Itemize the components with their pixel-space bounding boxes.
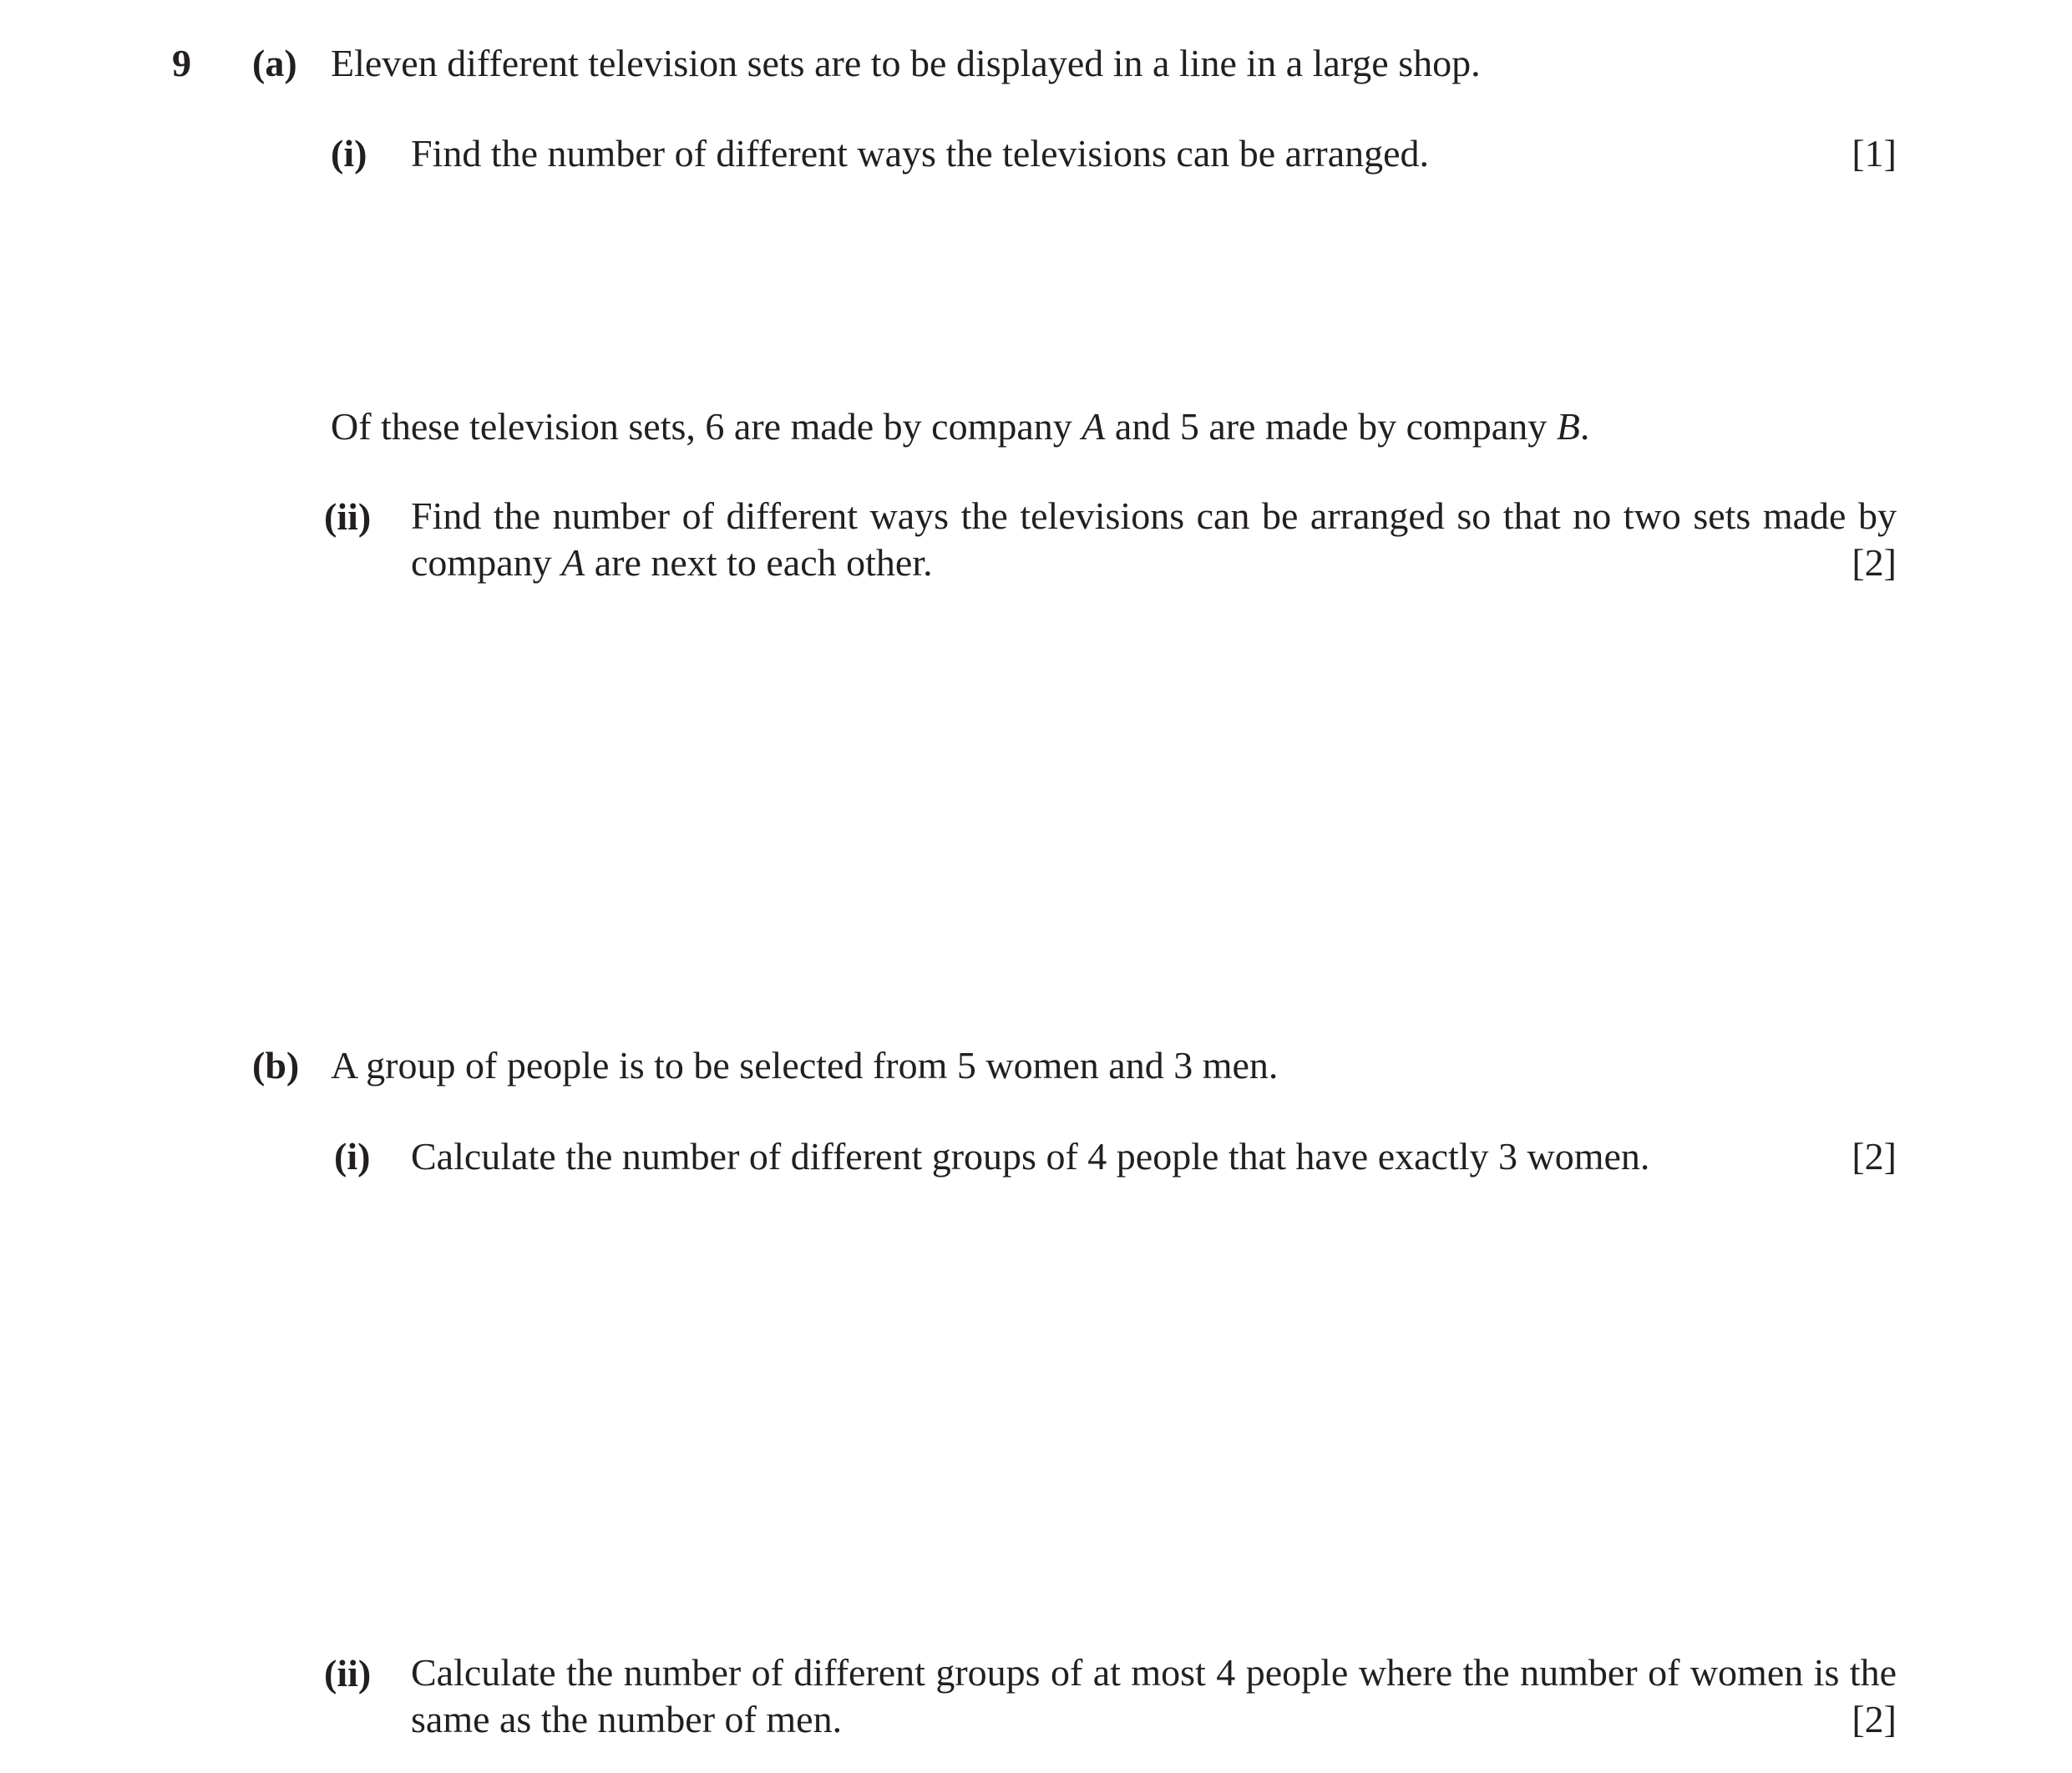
company-b-symbol: B [1556, 405, 1580, 448]
part-a-stem: Eleven different television sets are to be displayed in a line in a large shop. [331, 42, 1481, 84]
part-a-i-text: Find the number of different ways the televisions can be arranged. [411, 132, 1430, 175]
part-a-label: (a) [252, 42, 297, 84]
part-a-i-label: (i) [331, 132, 367, 175]
part-a-ii-line-1: Find the number of different ways the televisions can be arranged so that no two sets made by [411, 494, 1897, 537]
part-b-ii-line-1: Calculate the number of different groups of at most 4 people where the number of women is the [411, 1651, 1897, 1694]
question-number: 9 [172, 42, 191, 84]
part-b-i-text: Calculate the number of different groups of 4 people that have exactly 3 women. [411, 1135, 1650, 1178]
part-a-ii-line-2: company A are next to each other. [411, 541, 933, 584]
part-b-i-label: (i) [334, 1135, 371, 1178]
part-a-ii-label: (ii) [324, 495, 372, 538]
company-a-symbol: A [561, 541, 585, 584]
part-a-i-marks: [1] [1852, 132, 1897, 175]
part-b-ii-label: (ii) [324, 1652, 372, 1694]
part-a-ii-marks: [2] [1852, 541, 1897, 584]
part-b-i-marks: [2] [1852, 1135, 1897, 1178]
part-b-label: (b) [252, 1044, 300, 1087]
part-b-ii-line-2: same as the number of men. [411, 1698, 843, 1740]
company-a-symbol: A [1082, 405, 1106, 448]
part-b-ii-marks: [2] [1852, 1698, 1897, 1740]
part-b-stem: A group of people is to be selected from 5 women and 3 men. [331, 1044, 1279, 1087]
part-a-info: Of these television sets, 6 are made by company A and 5 are made by company B. [331, 405, 1590, 448]
